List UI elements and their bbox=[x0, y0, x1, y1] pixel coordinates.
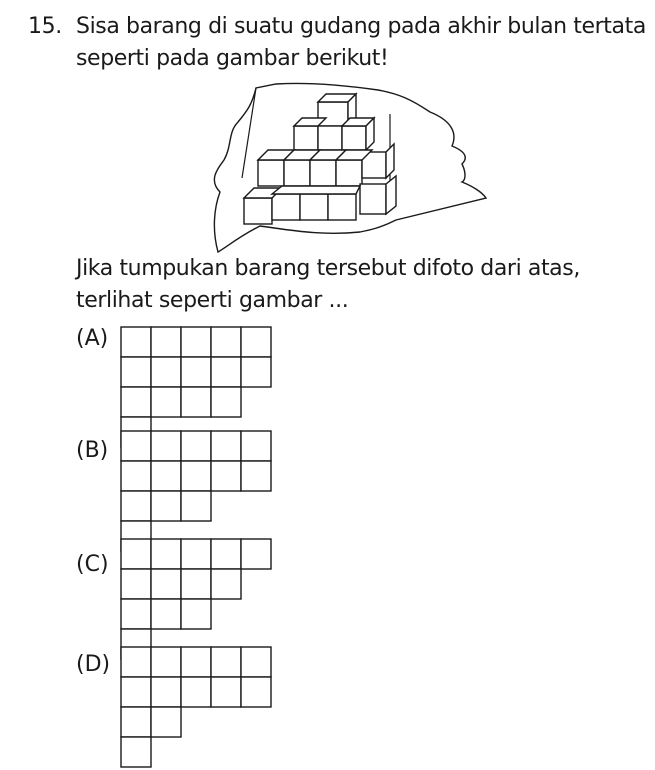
grid-cell bbox=[181, 539, 211, 569]
stacked-boxes-illustration bbox=[200, 80, 490, 255]
question-text-line-2: seperti pada gambar berikut! bbox=[76, 46, 389, 71]
grid-cell bbox=[241, 431, 271, 461]
grid-cell bbox=[151, 461, 181, 491]
grid-cell bbox=[121, 461, 151, 491]
question-text-line-1: Sisa barang di suatu gudang pada akhir bulan tertata bbox=[76, 14, 646, 39]
grid-cell bbox=[151, 647, 181, 677]
grid-cell bbox=[211, 387, 241, 417]
grid-cell bbox=[181, 647, 211, 677]
grid-cell bbox=[241, 539, 271, 569]
grid-cell bbox=[121, 677, 151, 707]
grid-cell bbox=[121, 737, 151, 767]
grid-cell bbox=[121, 431, 151, 461]
grid-cell bbox=[151, 387, 181, 417]
grid-cell bbox=[211, 569, 241, 599]
grid-cell bbox=[151, 327, 181, 357]
question-text-line-4: terlihat seperti gambar ... bbox=[76, 288, 349, 313]
grid-cell bbox=[181, 327, 211, 357]
grid-cell bbox=[121, 569, 151, 599]
question-number: 15. bbox=[28, 14, 62, 39]
grid-cell bbox=[241, 647, 271, 677]
grid-cell bbox=[151, 431, 181, 461]
grid-cell bbox=[181, 387, 211, 417]
grid-cell bbox=[181, 431, 211, 461]
grid-cell bbox=[151, 569, 181, 599]
grid-cell bbox=[151, 539, 181, 569]
grid-cell bbox=[211, 461, 241, 491]
grid-cell bbox=[241, 327, 271, 357]
grid-cell bbox=[211, 647, 241, 677]
grid-cell bbox=[241, 677, 271, 707]
grid-cell bbox=[121, 357, 151, 387]
grid-cell bbox=[181, 461, 211, 491]
grid-cell bbox=[241, 357, 271, 387]
option-c-grid bbox=[120, 538, 274, 662]
option-a-label: (A) bbox=[76, 326, 109, 351]
grid-cell bbox=[151, 357, 181, 387]
option-c-label: (C) bbox=[76, 552, 109, 577]
grid-cell bbox=[121, 539, 151, 569]
grid-cell bbox=[121, 599, 151, 629]
grid-cell bbox=[241, 461, 271, 491]
grid-cell bbox=[121, 387, 151, 417]
grid-cell bbox=[121, 327, 151, 357]
grid-cell bbox=[211, 539, 241, 569]
grid-cell bbox=[151, 707, 181, 737]
grid-cell bbox=[211, 357, 241, 387]
grid-cell bbox=[151, 677, 181, 707]
grid-cell bbox=[121, 491, 151, 521]
grid-cell bbox=[151, 491, 181, 521]
grid-cell bbox=[181, 357, 211, 387]
option-d-label: (D) bbox=[76, 652, 111, 677]
grid-cell bbox=[211, 431, 241, 461]
grid-cell bbox=[121, 647, 151, 677]
grid-cell bbox=[121, 707, 151, 737]
grid-cell bbox=[181, 569, 211, 599]
grid-cell bbox=[181, 491, 211, 521]
grid-cell bbox=[211, 677, 241, 707]
option-d-grid bbox=[120, 646, 274, 770]
question-text-line-3: Jika tumpukan barang tersebut difoto dari atas, bbox=[76, 256, 580, 281]
grid-cell bbox=[151, 599, 181, 629]
option-b-grid bbox=[120, 430, 274, 554]
grid-cell bbox=[181, 599, 211, 629]
grid-cell bbox=[181, 677, 211, 707]
option-b-label: (B) bbox=[76, 438, 109, 463]
grid-cell bbox=[211, 327, 241, 357]
